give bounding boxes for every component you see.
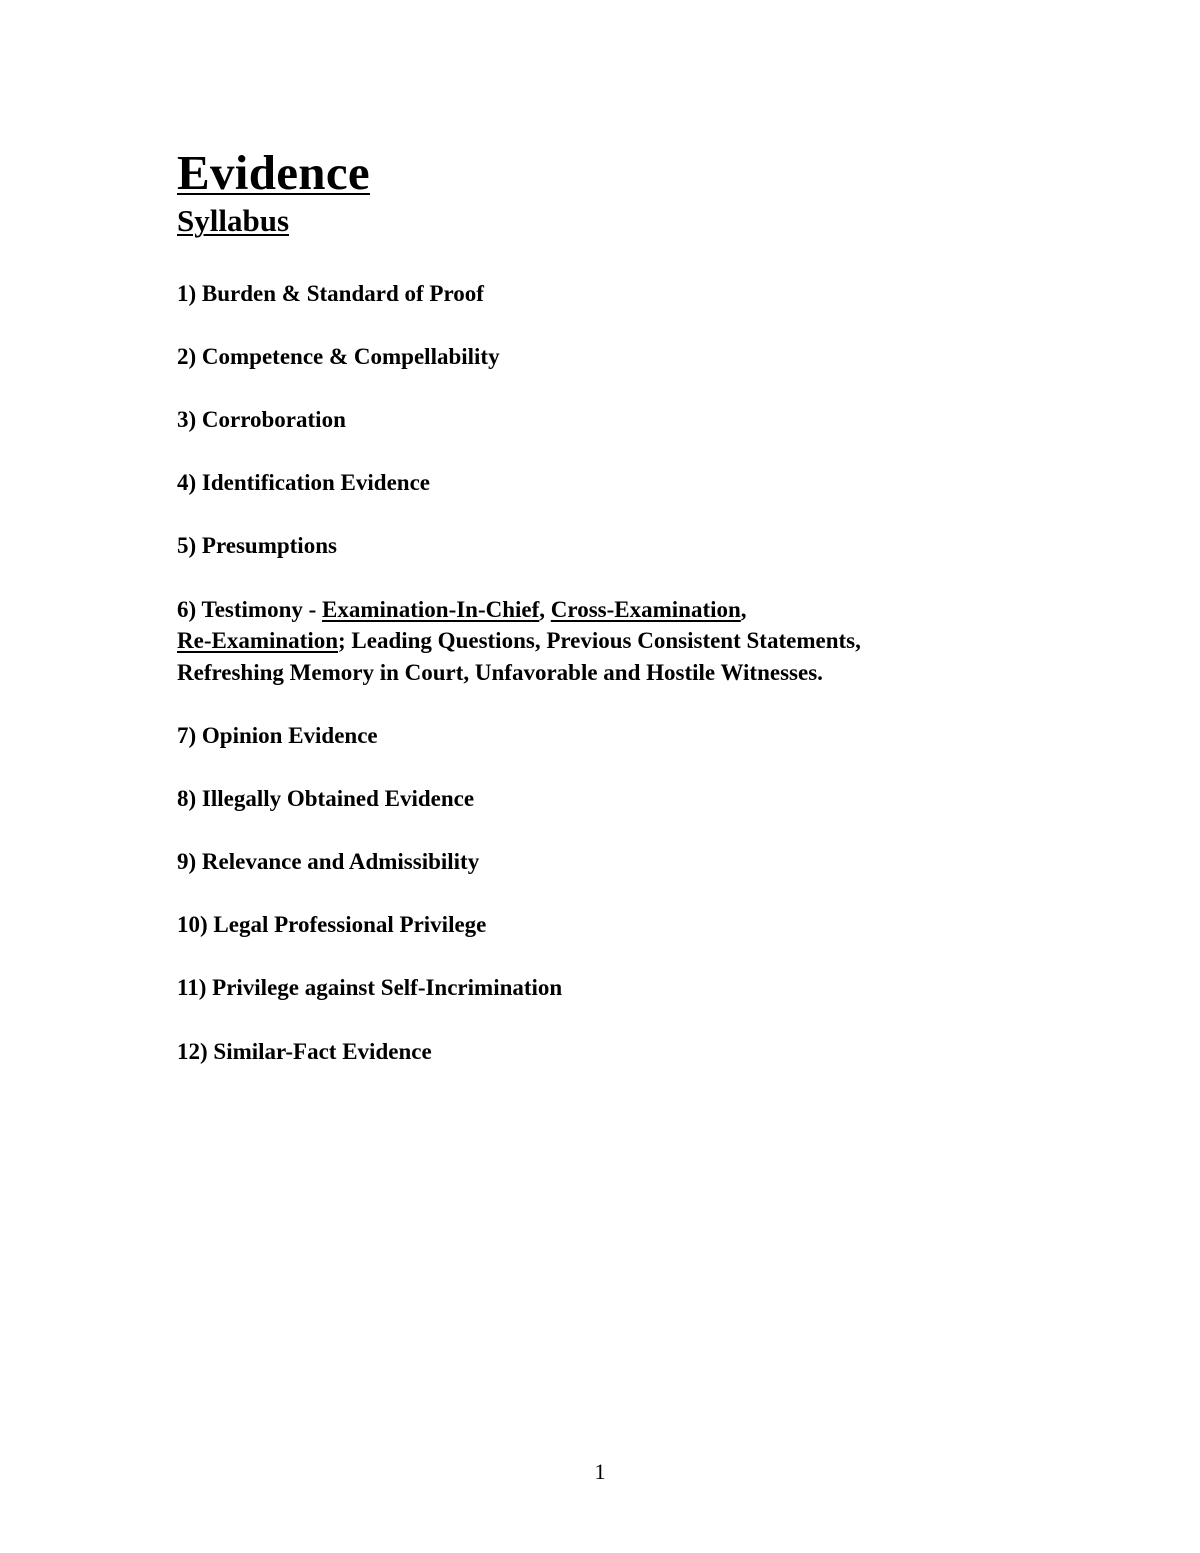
syllabus-item-9: 9) Relevance and Admissibility: [177, 849, 480, 874]
syllabus-item-2: 2) Competence & Compellability: [177, 344, 500, 369]
document-subtitle: Syllabus: [177, 203, 290, 238]
cross-examination-text: Cross-Examination: [550, 597, 741, 622]
re-examination-text: Re-Examination: [177, 628, 338, 653]
syllabus-item-3: 3) Corroboration: [177, 407, 346, 432]
document-title: Evidence: [177, 145, 370, 200]
page-number: 1: [594, 1459, 606, 1484]
item-6-separator-1: ,: [539, 597, 551, 622]
syllabus-item-6-line-2: [177, 625, 861, 657]
item-6-separator-2: ,: [740, 597, 747, 622]
syllabus-item-10: 10) Legal Professional Privilege: [177, 912, 487, 937]
syllabus-item-7: 7) Opinion Evidence: [177, 723, 378, 748]
item-6-line-2-rest: ; Leading Questions, Previous Consistent Statements,: [338, 628, 861, 653]
syllabus-item-4: 4) Identification Evidence: [177, 470, 430, 495]
syllabus-item-1: 1) Burden & Standard of Proof: [177, 281, 484, 306]
syllabus-item-5: 5) Presumptions: [177, 533, 337, 558]
syllabus-item-11: 11) Privilege against Self-Incrimination: [177, 975, 563, 1000]
syllabus-item-12: 12) Similar-Fact Evidence: [177, 1039, 432, 1064]
item-6-prefix: 6) Testimony -: [177, 597, 323, 622]
syllabus-item-6-line-1: [177, 594, 747, 626]
syllabus-item-8: 8) Illegally Obtained Evidence: [177, 786, 475, 811]
syllabus-item-6-line-3: Refreshing Memory in Court, Unfavorable and Hostile Witnesses.: [177, 660, 823, 685]
examination-in-chief-text: Examination-In-Chief: [322, 597, 540, 622]
